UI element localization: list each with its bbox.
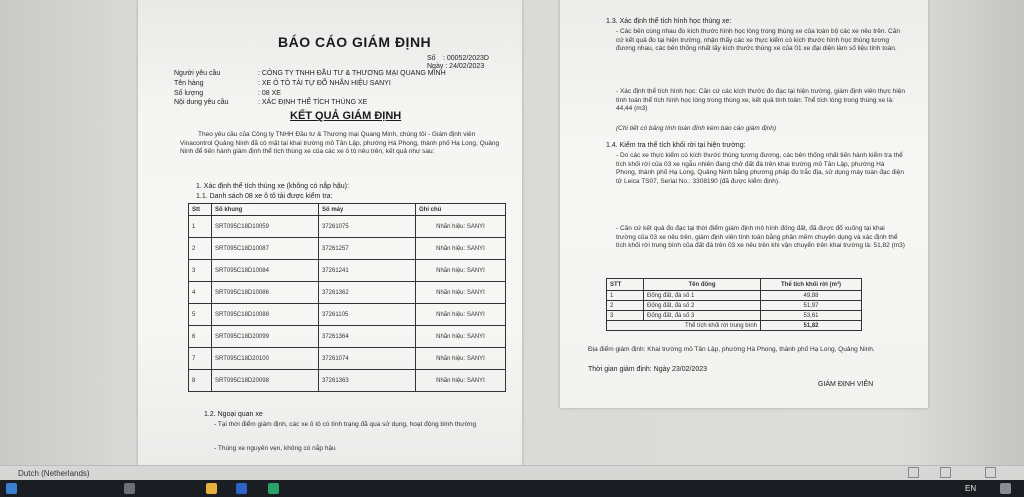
cell-stt: 2 — [189, 238, 212, 260]
table-row — [189, 304, 506, 326]
field-label-request: Nội dung yêu cầu — [174, 99, 229, 106]
notification-icon[interactable] — [1000, 483, 1011, 494]
cell-stt: 1 — [607, 291, 644, 301]
cell-chassis: SRT095C18D20100 — [212, 348, 319, 370]
cell-pile-name: Đống đất, đá số 2 — [644, 301, 761, 311]
section-1-3-paragraph-b: - Xác định thể tích hình học: Căn cứ các kích thước đo đạc tại hiện trường, giám định viên thực hiện tính toán thể tích hình học lòng trong thùng xe, kết quả tính toán: Thể tích lòng trong thùng xe là: 44,44 (m3) — [616, 88, 905, 112]
header-stt: STT — [607, 279, 644, 291]
report-date: Ngày : 24/02/2023 — [427, 63, 485, 70]
table-row — [607, 311, 862, 321]
cell-volume: 53,61 — [761, 311, 862, 321]
table-row — [189, 348, 506, 370]
header-chassis: Số khung — [212, 204, 319, 216]
cell-average-volume: 51,82 — [761, 321, 862, 331]
appearance-note-1: - Tại thời điểm giám định, các xe ô tô có tình trạng đã qua sử dụng, hoạt động bình thường — [214, 421, 477, 428]
cell-pile-name: Đống đất, đá số 1 — [644, 291, 761, 301]
volume-table-header — [607, 279, 862, 291]
cell-volume: 51,97 — [761, 301, 862, 311]
cell-chassis: SRT095C18D20099 — [212, 326, 319, 348]
table-row — [189, 326, 506, 348]
document-page-right — [560, 0, 928, 408]
file-explorer-icon[interactable] — [206, 483, 217, 494]
cell-engine: 37261364 — [319, 326, 416, 348]
section-1-4-paragraph-b: - Căn cứ kết quả đo đạc tại thời điểm giám định mô hình đống đất, đã được đổ xuống tại khai trường của 03 xe nêu trên, giám định viên tính toán bằng phần mềm chuyên dụng và xác định thể tích khối rời trung bình của đất đá trên 03 xe nêu trên khi vận chuyển trên khai trường là: 51,82 (m3) — [616, 225, 905, 249]
cell-note: Nhãn hiệu: SANYI — [416, 260, 506, 282]
cell-note: Nhãn hiệu: SANYI — [416, 348, 506, 370]
taskbar — [0, 480, 1024, 497]
vehicle-table — [188, 203, 506, 392]
cell-pile-name: Đống đất, đá số 3 — [644, 311, 761, 321]
table-row — [189, 260, 506, 282]
header-engine: Số máy — [319, 204, 416, 216]
cell-engine: 37261074 — [319, 348, 416, 370]
cell-stt: 5 — [189, 304, 212, 326]
vehicle-table-header — [189, 204, 506, 216]
cell-stt: 7 — [189, 348, 212, 370]
cell-note: Nhãn hiệu: SANYI — [416, 238, 506, 260]
report-title: BÁO CÁO GIÁM ĐỊNH — [278, 34, 432, 50]
cell-chassis: SRT095C18D10086 — [212, 282, 319, 304]
intro-paragraph: Theo yêu cầu của Công ty TNHH Đầu tư & Thương mại Quang Minh, chúng tôi - Giám định viên Vinacontrol Quảng Ninh đã có mặt tại khai trường mỏ Tân Lập, phường Hà Phong, thành phố Hạ Long, Quảng Ninh để tiến hành giám định thể tích thùng xe của các xe ô tô nêu trên, kết quả như sau: — [180, 131, 500, 155]
cell-chassis: SRT095C18D10088 — [212, 304, 319, 326]
table-row — [189, 282, 506, 304]
section-1-1-heading: 1.1. Danh sách 08 xe ô tô tải được kiểm tra: — [196, 193, 333, 200]
signer-title: GIÁM ĐỊNH VIÊN — [818, 381, 874, 388]
field-value-quantity: : 08 XE — [258, 90, 281, 97]
cell-chassis: SRT095C18D10059 — [212, 216, 319, 238]
header-volume: Thể tích khối rời (m³) — [761, 279, 862, 291]
status-bar — [0, 465, 1024, 481]
section-1-3-attachment-note: (Chi tiết có bảng tính toán đính kèm báo cáo giám định) — [616, 125, 777, 132]
table-row — [189, 370, 506, 392]
language-status[interactable]: Dutch (Netherlands) — [18, 469, 90, 478]
inspection-place: Địa điểm giám định: Khai trường mỏ Tân Lập, phường Hà Phong, thành phố Hạ Long, Quảng Ninh. — [588, 346, 875, 353]
cell-note: Nhãn hiệu: SANYI — [416, 282, 506, 304]
print-layout-icon[interactable] — [940, 467, 951, 478]
search-icon[interactable] — [124, 483, 135, 494]
volume-table — [606, 278, 862, 331]
start-icon[interactable] — [6, 483, 17, 494]
section-1-2-heading: 1.2. Ngoại quan xe — [204, 411, 263, 418]
cell-chassis: SRT095C18D10084 — [212, 260, 319, 282]
field-value-requester: : CÔNG TY TNHH ĐẦU TƯ & THƯƠNG MẠI QUANG MINH — [258, 70, 446, 77]
table-row — [189, 216, 506, 238]
input-language-indicator[interactable]: EN — [965, 484, 977, 493]
cell-note: Nhãn hiệu: SANYI — [416, 370, 506, 392]
cell-stt: 6 — [189, 326, 212, 348]
cell-engine: 37261241 — [319, 260, 416, 282]
inspection-time: Thời gian giám định: Ngày 23/02/2023 — [588, 366, 707, 373]
table-row — [607, 321, 862, 331]
result-title: KẾT QUẢ GIÁM ĐỊNH — [290, 110, 402, 122]
cell-average-label: Thể tích khối rời trung bình — [607, 321, 761, 331]
field-value-request: : XÁC ĐỊNH THỂ TÍCH THÙNG XE — [258, 99, 368, 106]
cell-note: Nhãn hiệu: SANYI — [416, 304, 506, 326]
header-pile-name: Tên đống — [644, 279, 761, 291]
cell-stt: 1 — [189, 216, 212, 238]
report-number-label: Số — [427, 55, 436, 62]
field-value-goods: : XE Ô TÔ TẢI TỰ ĐỔ NHÃN HIỆU SANYI — [258, 80, 391, 87]
cell-engine: 37261362 — [319, 282, 416, 304]
report-number: : 00052/2023D — [443, 55, 489, 62]
table-row — [607, 291, 862, 301]
field-label-requester: Người yêu cầu — [174, 70, 221, 77]
section-1-heading: 1. Xác định thể tích thùng xe (không có nắp hậu): — [196, 183, 349, 190]
word-icon[interactable] — [236, 483, 247, 494]
cell-chassis: SRT095C18D10087 — [212, 238, 319, 260]
cell-note: Nhãn hiệu: SANYI — [416, 216, 506, 238]
table-row — [189, 238, 506, 260]
appearance-note-2: - Thùng xe nguyên vẹn, không có nắp hậu — [214, 445, 336, 452]
cell-engine: 37261075 — [319, 216, 416, 238]
header-stt: Stt — [189, 204, 212, 216]
web-layout-icon[interactable] — [985, 467, 996, 478]
read-mode-icon[interactable] — [908, 467, 919, 478]
cell-stt: 2 — [607, 301, 644, 311]
document-page-left — [138, 0, 522, 465]
cell-note: Nhãn hiệu: SANYI — [416, 326, 506, 348]
cell-volume: 49,88 — [761, 291, 862, 301]
section-1-3-heading: 1.3. Xác định thể tích hình học thùng xe: — [606, 18, 732, 25]
section-1-3-paragraph-a: - Các bên cùng nhau đo kích thước hình học lòng trong thùng xe của toàn bộ các xe nêu trên. Căn cứ kết quả đo tại hiện trường, nhận thấy các xe thực kiểm có kích thước hình học thùng tương đương nhau, các bên thống nhất lấy kích thước thùng xe của 01 xe đại diện làm số liệu tính toán. — [616, 28, 900, 52]
header-note: Ghi chú — [416, 204, 506, 216]
section-1-4-paragraph-a: - Do các xe thực kiểm có kích thước thùng tương đương, các bên thống nhất tiến hành kiểm tra thể tích khối rời của 03 xe ngẫu nhiên đang chở đất đá trên khai trường mỏ Tân Lập, phường Hà Phong, thành phố Hạ Long, Quảng Ninh bằng phương pháp đo trắc địa, sử dụng máy toàn đạc điện tử Leica TS07, Serial No.: 3308190 (đã được kiểm định). — [616, 152, 904, 185]
field-label-quantity: Số lượng — [174, 90, 204, 97]
section-1-4-heading: 1.4. Kiểm tra thể tích khối rời tại hiện trường: — [606, 142, 746, 149]
table-row — [607, 301, 862, 311]
cell-engine: 37261257 — [319, 238, 416, 260]
field-label-goods: Tên hàng — [174, 80, 204, 87]
cell-engine: 37261363 — [319, 370, 416, 392]
chrome-icon[interactable] — [268, 483, 279, 494]
cell-stt: 3 — [189, 260, 212, 282]
cell-stt: 3 — [607, 311, 644, 321]
cell-stt: 4 — [189, 282, 212, 304]
cell-engine: 37261105 — [319, 304, 416, 326]
cell-chassis: SRT095C18D20098 — [212, 370, 319, 392]
cell-stt: 8 — [189, 370, 212, 392]
